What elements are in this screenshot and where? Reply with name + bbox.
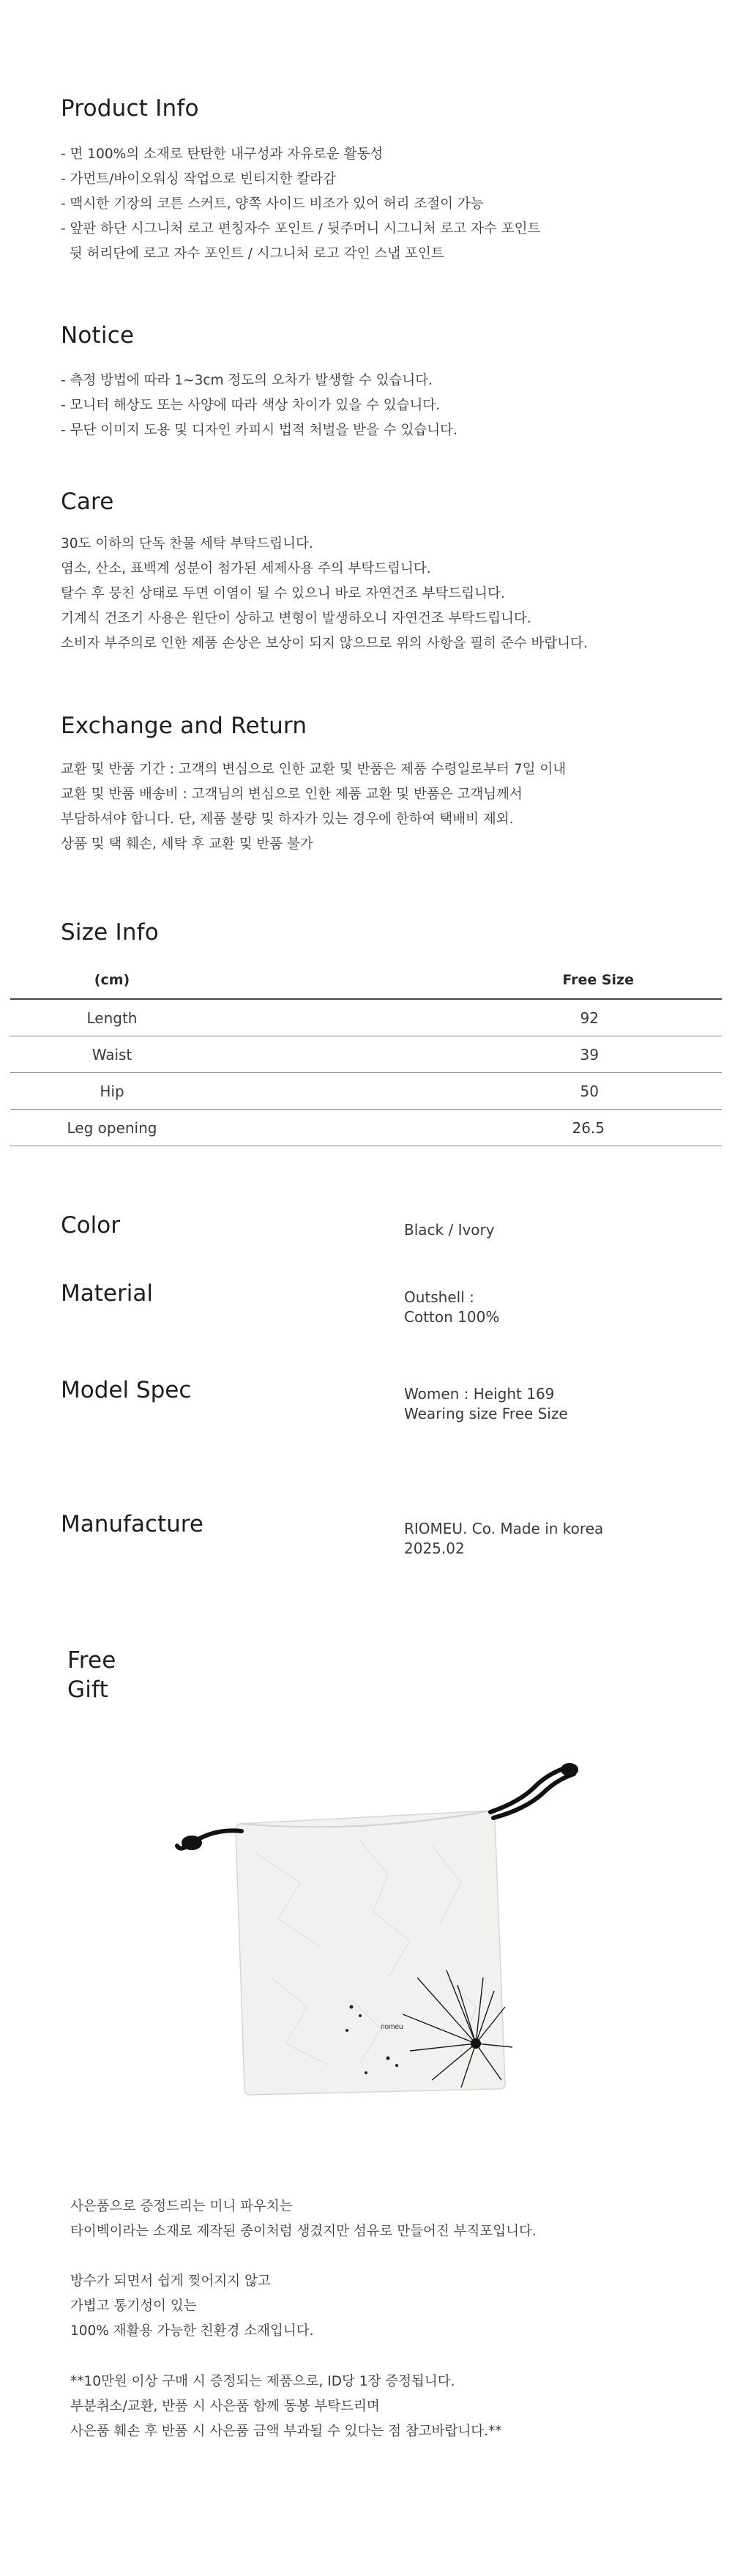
gift-description bbox=[70, 2194, 537, 2344]
free-gift-title-line: Free bbox=[67, 1647, 116, 1674]
right-knot bbox=[561, 1763, 578, 1776]
care-line: 염소, 산소, 표백계 성분이 첨가된 세제사용 주의 부탁드립니다. bbox=[61, 561, 431, 576]
manufacture-label: Manufacture bbox=[61, 1511, 203, 1537]
material-value bbox=[404, 1288, 499, 1327]
care-line: 기계식 건조기 사용은 원단이 상하고 변형이 발생하오니 자연건조 부탁드립니다. bbox=[61, 611, 531, 626]
gift-description-line: 100% 재활용 가능한 친환경 소재입니다. bbox=[70, 2323, 314, 2339]
notice-line: - 측정 방법에 따라 1~3cm 정도의 오차가 발생할 수 있습니다. bbox=[61, 373, 433, 388]
material-label: Material bbox=[61, 1280, 153, 1307]
drawstring-pouch-image bbox=[168, 1758, 608, 2109]
gift-description-line bbox=[70, 2244, 537, 2269]
exchange-line: 부담하셔야 합니다. 단, 제품 불량 및 하자가 있는 경우에 한하여 택배비 제외. bbox=[61, 812, 514, 827]
product-info-line: - 가먼트/바이오워싱 작업으로 빈티지한 칼라감 bbox=[61, 171, 336, 187]
exchange-line: 교환 및 반품 기간 : 고객의 변심으로 인한 교환 및 반품은 제품 수령일로부터 7일 이내 bbox=[61, 762, 567, 777]
gift-note bbox=[70, 2369, 501, 2444]
size-measure-value: 92 bbox=[214, 999, 722, 1036]
gift-note-line: **10만원 이상 구매 시 증정되는 제품으로, ID당 1장 증정됩니다. bbox=[70, 2374, 455, 2389]
care-line: 탈수 후 뭉친 상태로 두면 이염이 될 수 있으니 바로 자연건조 부탁드립니다. bbox=[61, 586, 505, 601]
gift-note-line: 부분취소/교환, 반품 시 사은품 함께 동봉 부탁드리며 bbox=[70, 2399, 380, 2414]
exchange-line: 교환 및 반품 배송비 : 고객님의 변심으로 인한 제품 교환 및 반품은 고객님께서 bbox=[61, 787, 523, 802]
gift-description-line: 타이벡이라는 소재로 제작된 종이처럼 생겼지만 섬유로 만들어진 부직포입니다. bbox=[70, 2224, 537, 2239]
material-value-line: Outshell : bbox=[404, 1288, 474, 1306]
size-table-unit-header: (cm) bbox=[10, 962, 214, 999]
product-info-line: - 앞판 하단 시그니처 로고 편칭자수 포인트 / 뒷주머니 시그니처 로고 자수 포인트 bbox=[61, 221, 541, 237]
care-list bbox=[61, 532, 588, 656]
exchange-list bbox=[61, 757, 566, 857]
left-knot bbox=[182, 1836, 202, 1850]
model-spec-value-line: Wearing size Free Size bbox=[404, 1405, 568, 1422]
right-drawstring bbox=[493, 1774, 574, 1818]
free-gift-title bbox=[67, 1646, 116, 1704]
size-info-title: Size Info bbox=[61, 919, 159, 946]
size-measure-value: 50 bbox=[214, 1073, 722, 1110]
manufacture-value-line: 2025.02 bbox=[404, 1540, 465, 1557]
model-spec-value bbox=[404, 1384, 568, 1424]
size-table-free-size-header: Free Size bbox=[214, 962, 722, 999]
gift-description-line: 방수가 되면서 쉽게 찢어지지 않고 bbox=[70, 2274, 271, 2289]
model-spec-label: Model Spec bbox=[61, 1377, 192, 1403]
size-measure-value: 39 bbox=[214, 1036, 722, 1073]
model-spec-value-line: Women : Height 169 bbox=[404, 1385, 555, 1403]
starburst-center bbox=[471, 2038, 481, 2049]
notice-list bbox=[61, 368, 458, 443]
manufacture-value-line: RIOMEU. Co. Made in korea bbox=[404, 1520, 604, 1537]
pouch-logo-text: riomeu bbox=[381, 2023, 403, 2031]
size-measure-label: Waist bbox=[10, 1036, 214, 1073]
notice-line: - 모니터 해상도 또는 사양에 따라 색상 차이가 있을 수 있습니다. bbox=[61, 398, 441, 413]
product-info-list bbox=[61, 142, 540, 267]
table-row bbox=[10, 999, 722, 1036]
table-row bbox=[10, 1036, 722, 1073]
gift-description-line: 가볍고 통기성이 있는 bbox=[70, 2298, 197, 2314]
care-line: 소비자 부주의로 인한 제품 손상은 보상이 되지 않으므로 위의 사항을 필히 준수 바랍니다. bbox=[61, 636, 588, 651]
table-row bbox=[10, 1073, 722, 1110]
product-info-line: - 맥시한 기장의 코튼 스커트, 양쪽 사이드 비조가 있어 허리 조절이 가능 bbox=[61, 196, 484, 212]
size-measure-label: Leg opening bbox=[10, 1110, 214, 1146]
exchange-line: 상품 및 택 훼손, 세탁 후 교환 및 반품 불가 bbox=[61, 836, 313, 852]
product-info-line: 뒷 허리단에 로고 자수 포인트 / 시그니처 로고 각인 스냅 포인트 bbox=[61, 246, 444, 261]
size-measure-label: Length bbox=[10, 999, 214, 1036]
gift-note-line: 사은품 훼손 후 반품 시 사은품 금액 부과될 수 있다는 점 참고바랍니다.** bbox=[70, 2424, 502, 2439]
manufacture-value bbox=[404, 1519, 603, 1559]
exchange-title: Exchange and Return bbox=[61, 713, 307, 739]
product-info-line: - 면 100%의 소재로 탄탄한 내구성과 자유로운 활동성 bbox=[61, 146, 384, 162]
care-line: 30도 이하의 단독 찬물 세탁 부탁드립니다. bbox=[61, 536, 313, 552]
size-table bbox=[10, 962, 722, 1146]
color-label: Color bbox=[61, 1212, 120, 1239]
free-gift-title-line: Gift bbox=[67, 1677, 108, 1703]
notice-line: - 무단 이미지 도용 및 디자인 카피시 법적 처벌을 받을 수 있습니다. bbox=[61, 423, 458, 438]
notice-title: Notice bbox=[61, 322, 135, 349]
gift-description-line: 사은품으로 증정드리는 미니 파우치는 bbox=[70, 2199, 293, 2214]
product-info-title: Product Info bbox=[61, 95, 199, 122]
table-row bbox=[10, 1110, 722, 1146]
size-measure-value: 26.5 bbox=[214, 1110, 722, 1146]
size-measure-label: Hip bbox=[10, 1073, 214, 1110]
material-value-line: Cotton 100% bbox=[404, 1308, 500, 1326]
size-table-header bbox=[10, 962, 722, 999]
care-title: Care bbox=[61, 489, 114, 515]
color-value: Black / Ivory bbox=[404, 1221, 495, 1239]
